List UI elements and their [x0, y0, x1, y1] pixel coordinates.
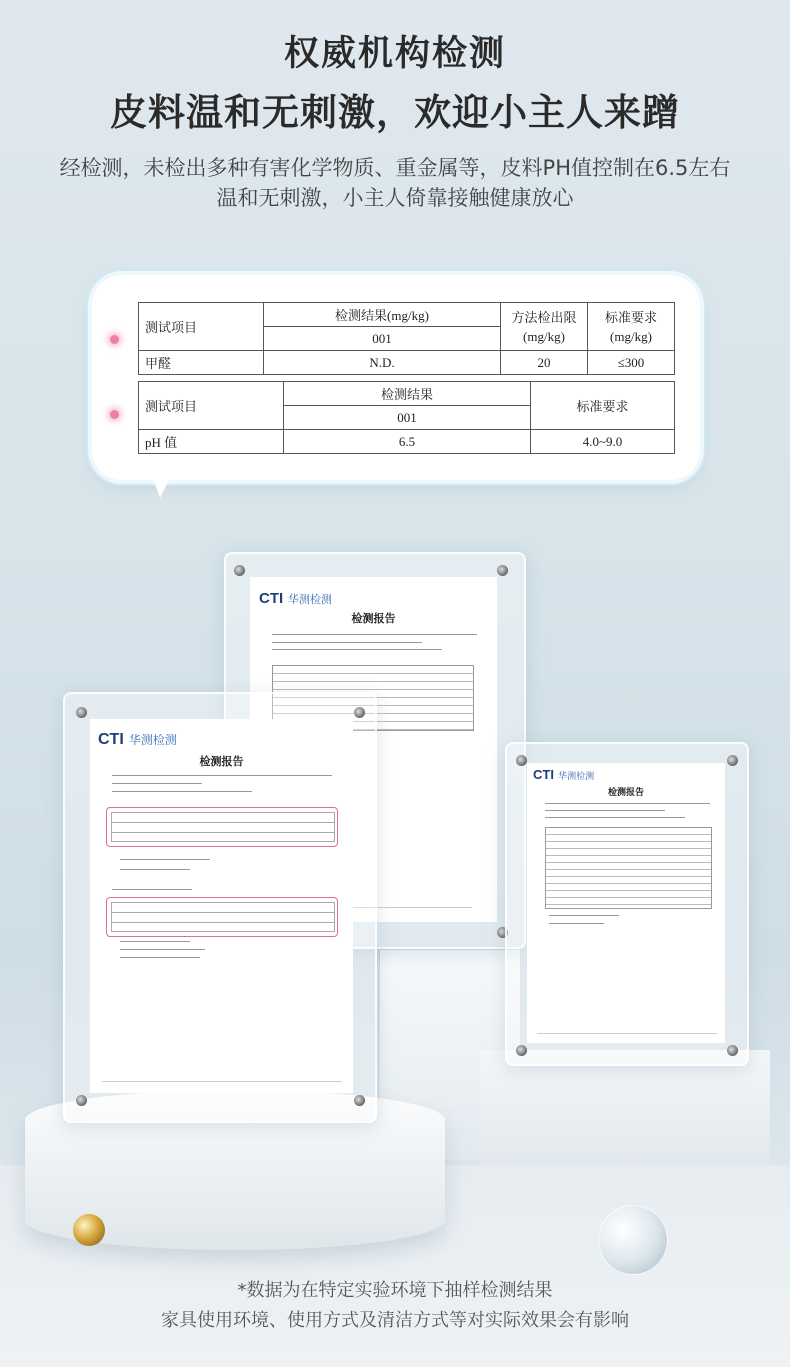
row-name: pH 值: [139, 430, 284, 454]
report-title: 检测报告: [607, 788, 644, 798]
gold-ball-decoration: [73, 1214, 105, 1246]
pink-dot-icon: [110, 335, 119, 344]
row-value: N.D.: [264, 351, 501, 375]
cti-logo: CTI: [533, 767, 554, 782]
screw-icon: [76, 1095, 87, 1106]
cti-logo-cn: 华测检测: [128, 733, 177, 747]
col-standard: 标准要求 (mg/kg): [588, 303, 675, 351]
screw-icon: [354, 707, 365, 718]
glass-ball-decoration: [598, 1205, 668, 1275]
screw-icon: [497, 565, 508, 576]
col-test-item: 测试项目: [139, 382, 284, 430]
row-limit: 20: [501, 351, 588, 375]
pink-dot-icon: [110, 410, 119, 419]
col-test-item: 测试项目: [139, 303, 264, 351]
screw-icon: [234, 565, 245, 576]
screw-icon: [76, 707, 87, 718]
screw-icon: [727, 755, 738, 766]
report-paper-right: [527, 763, 725, 1043]
col-result: 检测结果(mg/kg): [264, 303, 501, 327]
row-standard: ≤300: [588, 351, 675, 375]
desc-line2: 温和无刺激，小主人倚靠接触健康放心: [216, 186, 574, 210]
cti-logo-cn: 华测检测: [287, 593, 332, 606]
col-detection-limit: 方法检出限 (mg/kg): [501, 303, 588, 351]
report-paper-left: [90, 719, 353, 1093]
report-table: [545, 827, 712, 909]
right-pedestal: [480, 1050, 770, 1180]
footer-note-1: *数据为在特定实验环境下抽样检测结果: [237, 1280, 553, 1301]
title-line1: 权威机构检测: [283, 34, 506, 74]
cti-logo: CTI: [98, 731, 124, 748]
row-value: 6.5: [284, 430, 531, 454]
cti-logo-cn: 华测检测: [558, 772, 595, 782]
col-sample-id: 001: [264, 327, 501, 351]
cti-logo: CTI: [259, 590, 284, 607]
report-title: 检测报告: [351, 612, 396, 625]
desc-line1: 经检测，未检出多种有害化学物质、重金属等，皮料PH值控制在6.5左右: [59, 156, 731, 180]
screw-icon: [727, 1045, 738, 1056]
highlight-box: [106, 807, 338, 847]
col-result: 检测结果: [284, 382, 531, 406]
screw-icon: [516, 755, 527, 766]
screw-icon: [516, 1045, 527, 1056]
bubble-tail: [150, 470, 174, 498]
footer-note-2: 家具使用环境、使用方式及清洁方式等对实际效果会有影响: [161, 1310, 629, 1331]
ph-table: [138, 381, 675, 454]
col-sample-id: 001: [284, 406, 531, 430]
screw-icon: [354, 1095, 365, 1106]
row-name: 甲醛: [139, 351, 264, 375]
col-standard: 标准要求: [531, 382, 675, 430]
formaldehyde-table: [138, 302, 675, 375]
report-title: 检测报告: [199, 755, 244, 768]
row-standard: 4.0~9.0: [531, 430, 675, 454]
title-line2: 皮料温和无刺激，欢迎小主人来蹭: [110, 91, 680, 134]
highlight-box: [106, 897, 338, 937]
